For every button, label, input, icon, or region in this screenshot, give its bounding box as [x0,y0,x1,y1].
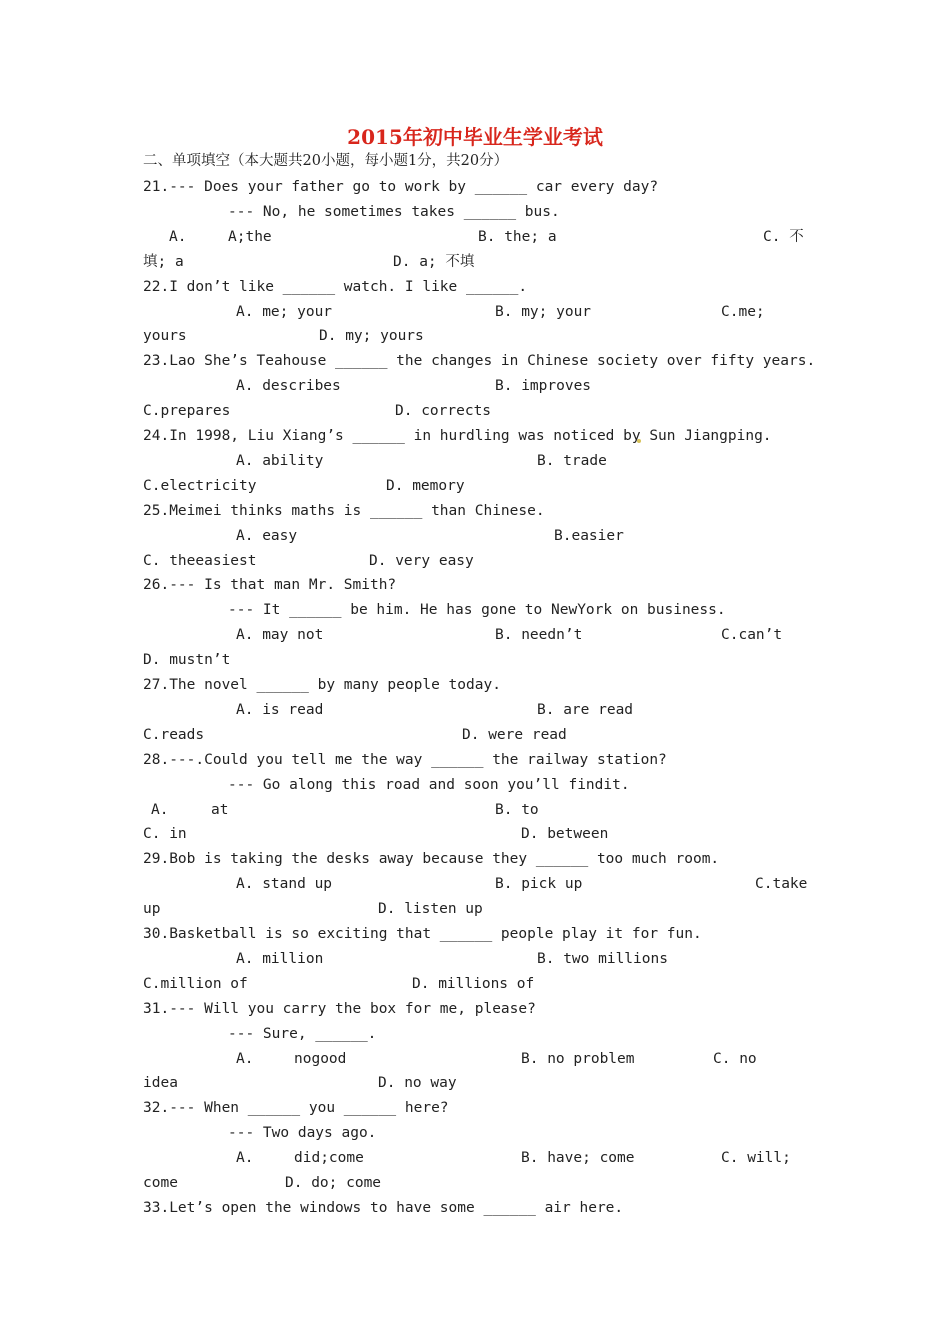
text-line-2-seg-0: A. [169,229,187,245]
text-line-26-seg-1: D. between [521,826,609,842]
text-line-5-seg-1: B. my; your [495,304,592,320]
text-line-4-seg-0: 22.I don’t like ______ watch. I like ______. [143,279,528,295]
text-line-28-seg-1: B. pick up [495,876,583,892]
text-line-38-seg-0: --- Two days ago. [228,1125,377,1141]
text-line-27-seg-0: 29.Bob is taking the desks away because they ______ too much room. [143,851,720,867]
text-line-35-seg-3: C. no [713,1051,757,1067]
text-line-39-seg-2: B. have; come [521,1150,635,1166]
text-line-16-seg-0: 26.--- Is that man Mr. Smith? [143,577,397,593]
text-line-2-seg-1: A;the [228,229,272,245]
text-line-34-seg-0: --- Sure, ______. [228,1026,377,1042]
text-line-8-seg-0: A. describes [236,378,341,394]
text-line-9-seg-1: D. corrects [395,403,492,419]
text-line-17-seg-0: --- It ______ be him. He has gone to NewYork on business. [228,602,726,618]
text-line-30-seg-0: 30.Basketball is so exciting that ______ people play it for fun. [143,926,702,942]
text-line-6-seg-1: D. my; yours [319,328,424,344]
text-line-35-seg-2: B. no problem [521,1051,635,1067]
text-line-15-seg-1: D. very easy [369,553,474,569]
text-line-36-seg-1: D. no way [378,1075,457,1091]
text-line-5-seg-2: C.me; [721,304,765,320]
text-line-36-seg-0: idea [143,1075,178,1091]
text-line-28-seg-2: C.take [755,876,808,892]
text-line-41-seg-0: 33.Let’s open the windows to have some ______ air here. [143,1200,624,1216]
text-line-25-seg-2: B. to [495,802,539,818]
text-line-9-seg-0: C.prepares [143,403,231,419]
text-line-5-seg-0: A. me; your [236,304,333,320]
text-line-20-seg-0: 27.The novel ______ by many people today. [143,677,501,693]
text-line-13-seg-0: 25.Meimei thinks maths is ______ than Chinese. [143,503,545,519]
text-line-40-seg-0: come [143,1175,178,1191]
text-line-26-seg-0: C. in [143,826,187,842]
text-line-2-seg-2: B. the; a [478,229,557,245]
text-line-14-seg-1: B.easier [554,528,624,544]
exam-title: 2015年初中毕业生学业考试 [347,125,603,149]
text-line-39-seg-3: C. will; [721,1150,791,1166]
text-line-29-seg-0: up [143,901,161,917]
text-line-7-seg-0: 23.Lao She’s Teahouse ______ the changes in Chinese society over fifty years. [143,353,816,369]
text-line-21-seg-1: B. are read [537,702,634,718]
text-line-39-seg-0: A. [236,1150,254,1166]
text-line-18-seg-1: B. needn’t [495,627,583,643]
text-line-10-seg-0: 24.In 1998, Liu Xiang’s ______ in hurdling was noticed by Sun Jiangping. [143,428,772,444]
text-line-18-seg-2: C.can’t [721,627,783,643]
text-line-24-seg-0: --- Go along this road and soon you’ll findit. [228,777,630,793]
text-line-3-seg-0: 填; a [143,254,184,270]
text-line-28-seg-0: A. stand up [236,876,333,892]
text-line-31-seg-1: B. two millions [537,951,668,967]
section-header: 二、单项填空（本大题共20小题，每小题1分，共20分） [143,153,509,169]
text-line-37-seg-0: 32.--- When ______ you ______ here? [143,1100,449,1116]
text-line-6-seg-0: yours [143,328,187,344]
text-line-8-seg-1: B. improves [495,378,592,394]
text-line-2-seg-3: C. 不 [763,229,804,245]
text-line-18-seg-0: A. may not [236,627,324,643]
text-line-15-seg-0: C. theeasiest [143,553,257,569]
text-line-14-seg-0: A. easy [236,528,298,544]
text-line-32-seg-0: C.million of [143,976,248,992]
text-line-11-seg-0: A. ability [236,453,324,469]
text-line-21-seg-0: A. is read [236,702,324,718]
text-line-35-seg-0: A. [236,1051,254,1067]
text-line-1-seg-0: --- No, he sometimes takes ______ bus. [228,204,560,220]
text-line-23-seg-0: 28.---.Could you tell me the way ______ the railway station? [143,752,667,768]
text-line-3-seg-1: D. a; 不填 [393,254,475,270]
text-line-12-seg-1: D. memory [386,478,465,494]
text-line-40-seg-1: D. do; come [285,1175,382,1191]
text-line-32-seg-1: D. millions of [412,976,535,992]
text-line-25-seg-0: A. [151,802,169,818]
text-line-35-seg-1: nogood [294,1051,347,1067]
text-line-29-seg-1: D. listen up [378,901,483,917]
text-line-22-seg-1: D. were read [462,727,567,743]
text-line-0-seg-0: 21.--- Does your father go to work by ______ car every day? [143,179,659,195]
text-line-22-seg-0: C.reads [143,727,205,743]
text-line-19-seg-0: D. mustn’t [143,652,231,668]
text-line-33-seg-0: 31.--- Will you carry the box for me, please? [143,1001,536,1017]
text-line-25-seg-1: at [211,802,229,818]
text-line-39-seg-1: did;come [294,1150,364,1166]
text-line-31-seg-0: A. million [236,951,324,967]
text-line-12-seg-0: C.electricity [143,478,257,494]
text-line-11-seg-1: B. trade [537,453,607,469]
